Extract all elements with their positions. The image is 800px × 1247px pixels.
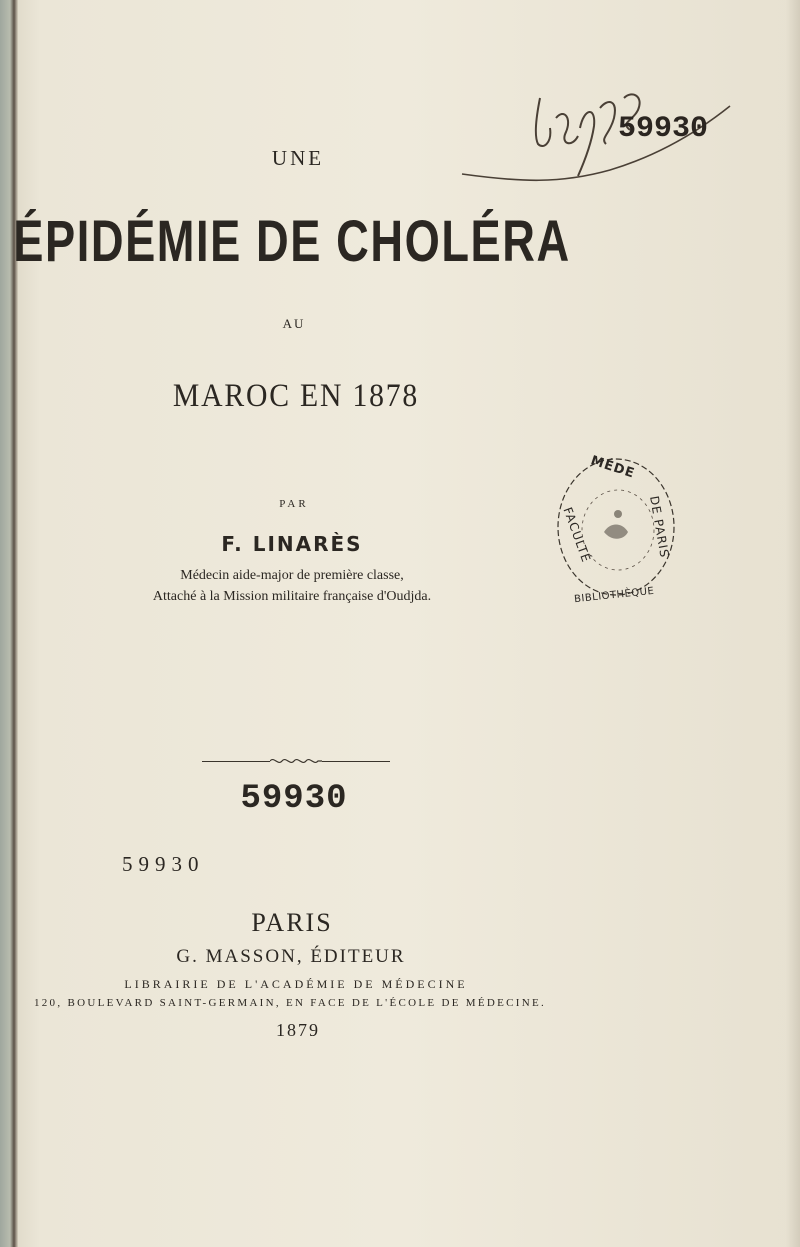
title-place: MAROC EN 1878: [172, 378, 420, 414]
title-connector: AU: [282, 316, 306, 331]
title-prefix: UNE: [271, 146, 325, 170]
ornament-flourish: [270, 755, 322, 767]
page-edge-shadow: [786, 0, 800, 1247]
imprint-year: 1879: [276, 1020, 320, 1040]
stamp-text-top: MÉDE: [588, 453, 637, 482]
imprint-city: PARIS: [251, 908, 333, 937]
stamp-text-bottom: BIBLIOTHÈQUE: [573, 585, 655, 606]
ornament-rule-right: [322, 761, 390, 762]
book-binding-edge: [0, 0, 18, 1247]
show-through-text: [215, 325, 223, 359]
handwritten-inventory-number: 59930: [122, 852, 205, 876]
author-role-line-1: Médecin aide-major de première classe,: [180, 568, 404, 583]
imprint-publisher: G. MASSON, ÉDITEUR: [176, 946, 406, 967]
stamp-text-right: DE PARIS: [647, 494, 672, 560]
author-role-line-2: Attaché à la Mission militaire française d'Oudjda.: [152, 589, 432, 604]
imprint-address: 120, BOULEVARD SAINT-GERMAIN, EN FACE DE L'ÉCOLE DE MÉDECINE.: [33, 997, 547, 1009]
shelf-number: 59930: [618, 112, 709, 146]
inventory-stamp-number: 59930: [240, 780, 348, 818]
author-name: F. LINARÈS: [221, 532, 363, 556]
ornament-rule-left: [202, 761, 270, 762]
imprint-bookshop: LIBRAIRIE DE L'ACADÉMIE DE MÉDECINE: [124, 977, 468, 991]
main-title: ÉPIDÉMIE DE CHOLÉRA: [13, 209, 571, 274]
author-by: PAR: [279, 498, 309, 510]
stamp-text-left: FACULTÉ: [560, 505, 594, 565]
